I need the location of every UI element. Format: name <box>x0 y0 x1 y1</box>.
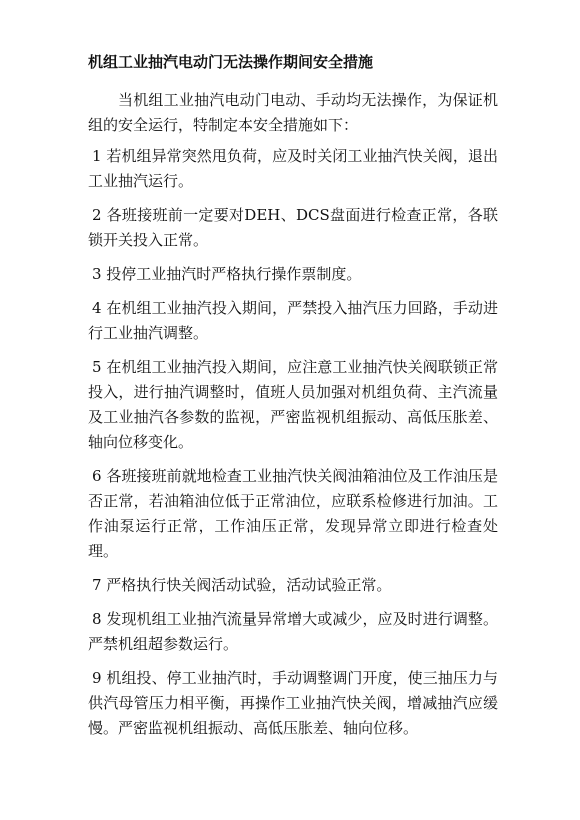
measure-item-3: 3 投停工业抽汽时严格执行操作票制度。 <box>92 265 362 283</box>
intro-paragraph: 当机组工业抽汽电动门电动、手动均无法操作，为保证机组的安全运行，特制定本安全措施如下： <box>88 91 498 134</box>
document-body <box>88 88 498 750</box>
measure-item-2: 2 各班接班前一定要对DEH、DCS盘面进行检查正常，各联锁开关投入正常。 <box>88 206 498 249</box>
measure-item-4: 4 在机组工业抽汽投入期间，严禁投入抽汽压力回路，手动进行工业抽汽调整。 <box>88 299 498 342</box>
document-title: 机组工业抽汽电动门无法操作期间安全措施 <box>88 53 374 71</box>
measure-item-9: 9 机组投、停工业抽汽时，手动调整调门开度，使三抽压力与供汽母管压力相平衡，再操作工业抽汽快关阀，增减抽汽应缓慢。严密监视机组振动、高低压胀差、轴向位移。 <box>88 669 498 737</box>
measure-item-5: 5 在机组工业抽汽投入期间，应注意工业抽汽快关阀联锁正常投入，进行抽汽调整时，值班人员加强对机组负荷、主汽流量及工业抽汽各参数的监视，严密监视机组振动、高低压胀差、轴向位移变化。 <box>88 358 498 451</box>
measure-item-6: 6 各班接班前就地检查工业抽汽快关阀油箱油位及工作油压是否正常，若油箱油位低于正常油位，应联系检修进行加油。工作油泵运行正常，工作油压正常，发现异常立即进行检查处理。 <box>88 467 498 560</box>
measure-item-8: 8 发现机组工业抽汽流量异常增大或减少，应及时进行调整。严禁机组超参数运行。 <box>88 610 498 653</box>
measure-item-1: 1 若机组异常突然甩负荷，应及时关闭工业抽汽快关阀，退出工业抽汽运行。 <box>88 147 498 190</box>
measure-item-7: 7 严格执行快关阀活动试验，活动试验正常。 <box>92 576 392 594</box>
